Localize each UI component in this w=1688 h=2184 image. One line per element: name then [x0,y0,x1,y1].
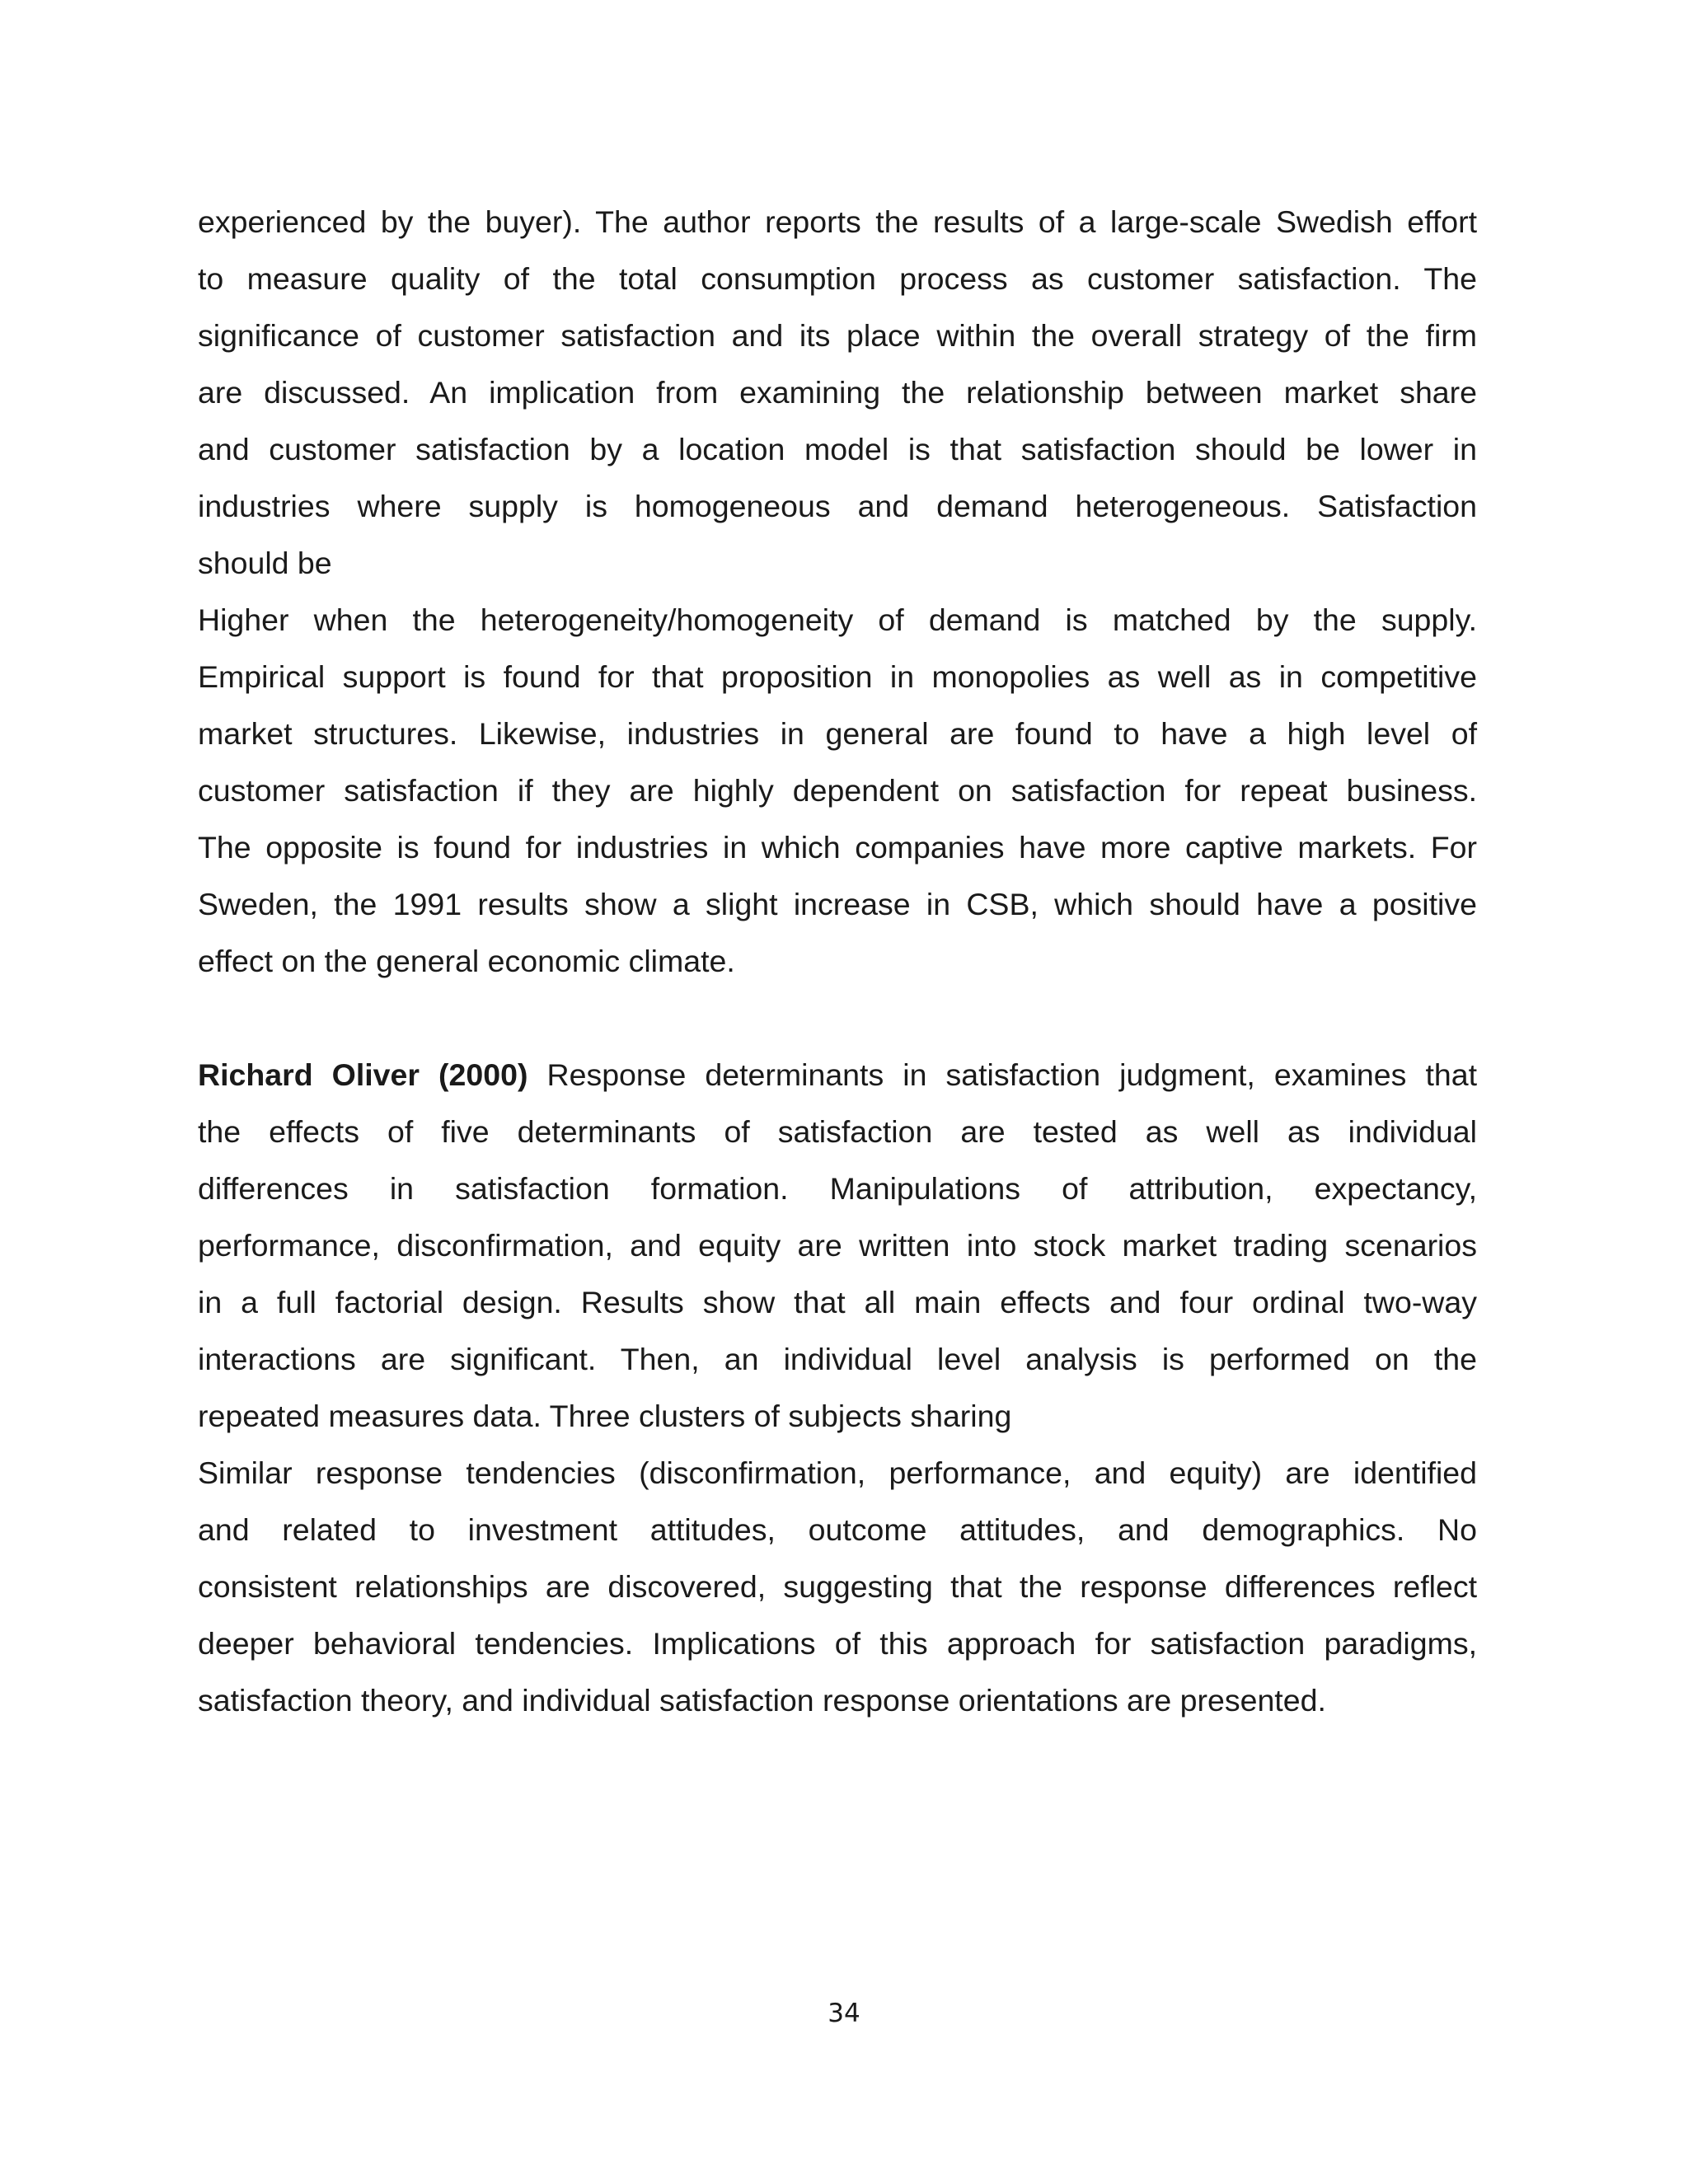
text-line: in a full factorial design. Results show that all main effects and four ordinal two-way [198,1285,1477,1319]
text-line: differences in satisfaction formation. Manipulations of attribution, expectancy, [198,1171,1477,1206]
text-line: Higher when the heterogeneity/homogeneity of demand is matched by the supply. [198,602,1477,637]
text-line: Empirical support is found for that proposition in monopolies as well as in competitive [198,659,1477,694]
text-line-first [198,1047,1477,1104]
text-line: and customer satisfaction by a location model is that satisfaction should be lower in [198,432,1477,466]
text-line: to measure quality of the total consumption process as customer satisfaction. The [198,261,1477,296]
text-line: effect on the general economic climate. [198,944,735,978]
text-line: are discussed. An implication from examining the relationship between market share [198,375,1477,410]
text-line: the effects of five determinants of satisfaction are tested as well as individual [198,1114,1477,1149]
text-line: Sweden, the 1991 results show a slight increase in CSB, which should have a positive [198,887,1477,921]
text-line: interactions are significant. Then, an individual level analysis is performed on the [198,1342,1477,1376]
text-line: deeper behavioral tendencies. Implications of this approach for satisfaction paradigms, [198,1626,1477,1661]
text-line: market structures. Likewise, industries in general are found to have a high level of [198,716,1477,751]
text-line: performance, disconfirmation, and equity are written into stock market trading scenarios [198,1228,1477,1263]
text-line: industries where supply is homogeneous and demand heterogeneous. Satisfaction [198,489,1477,523]
paragraph-spacer [198,990,1477,1047]
text-line: should be [198,546,332,580]
text-line: and related to investment attitudes, outcome attitudes, and demographics. No [198,1512,1477,1547]
author-citation: Richard Oliver (2000) [198,1057,528,1092]
body-text [198,194,1477,1729]
text-line: significance of customer satisfaction and its place within the overall strategy of the firm [198,318,1477,353]
text-line: consistent relationships are discovered, suggesting that the response differences reflect [198,1569,1477,1604]
text-line: Similar response tendencies (disconfirmation, performance, and equity) are identified [198,1455,1477,1490]
text-line: customer satisfaction if they are highly dependent on satisfaction for repeat business. [198,773,1477,808]
paragraph-richard-oliver [198,1047,1477,1729]
text-line: experienced by the buyer). The author reports the results of a large-scale Swedish effort [198,204,1477,239]
text-line: The opposite is found for industries in which companies have more captive markets. For [198,830,1477,865]
text-line: repeated measures data. Three clusters of subjects sharing [198,1399,1012,1433]
paragraph-swedish-csb [198,194,1477,990]
first-line-text: Response determinants in satisfaction judgment, examines that [528,1057,1477,1092]
text-line: satisfaction theory, and individual satisfaction response orientations are presented. [198,1683,1326,1718]
page-number: 34 [828,1999,860,2028]
